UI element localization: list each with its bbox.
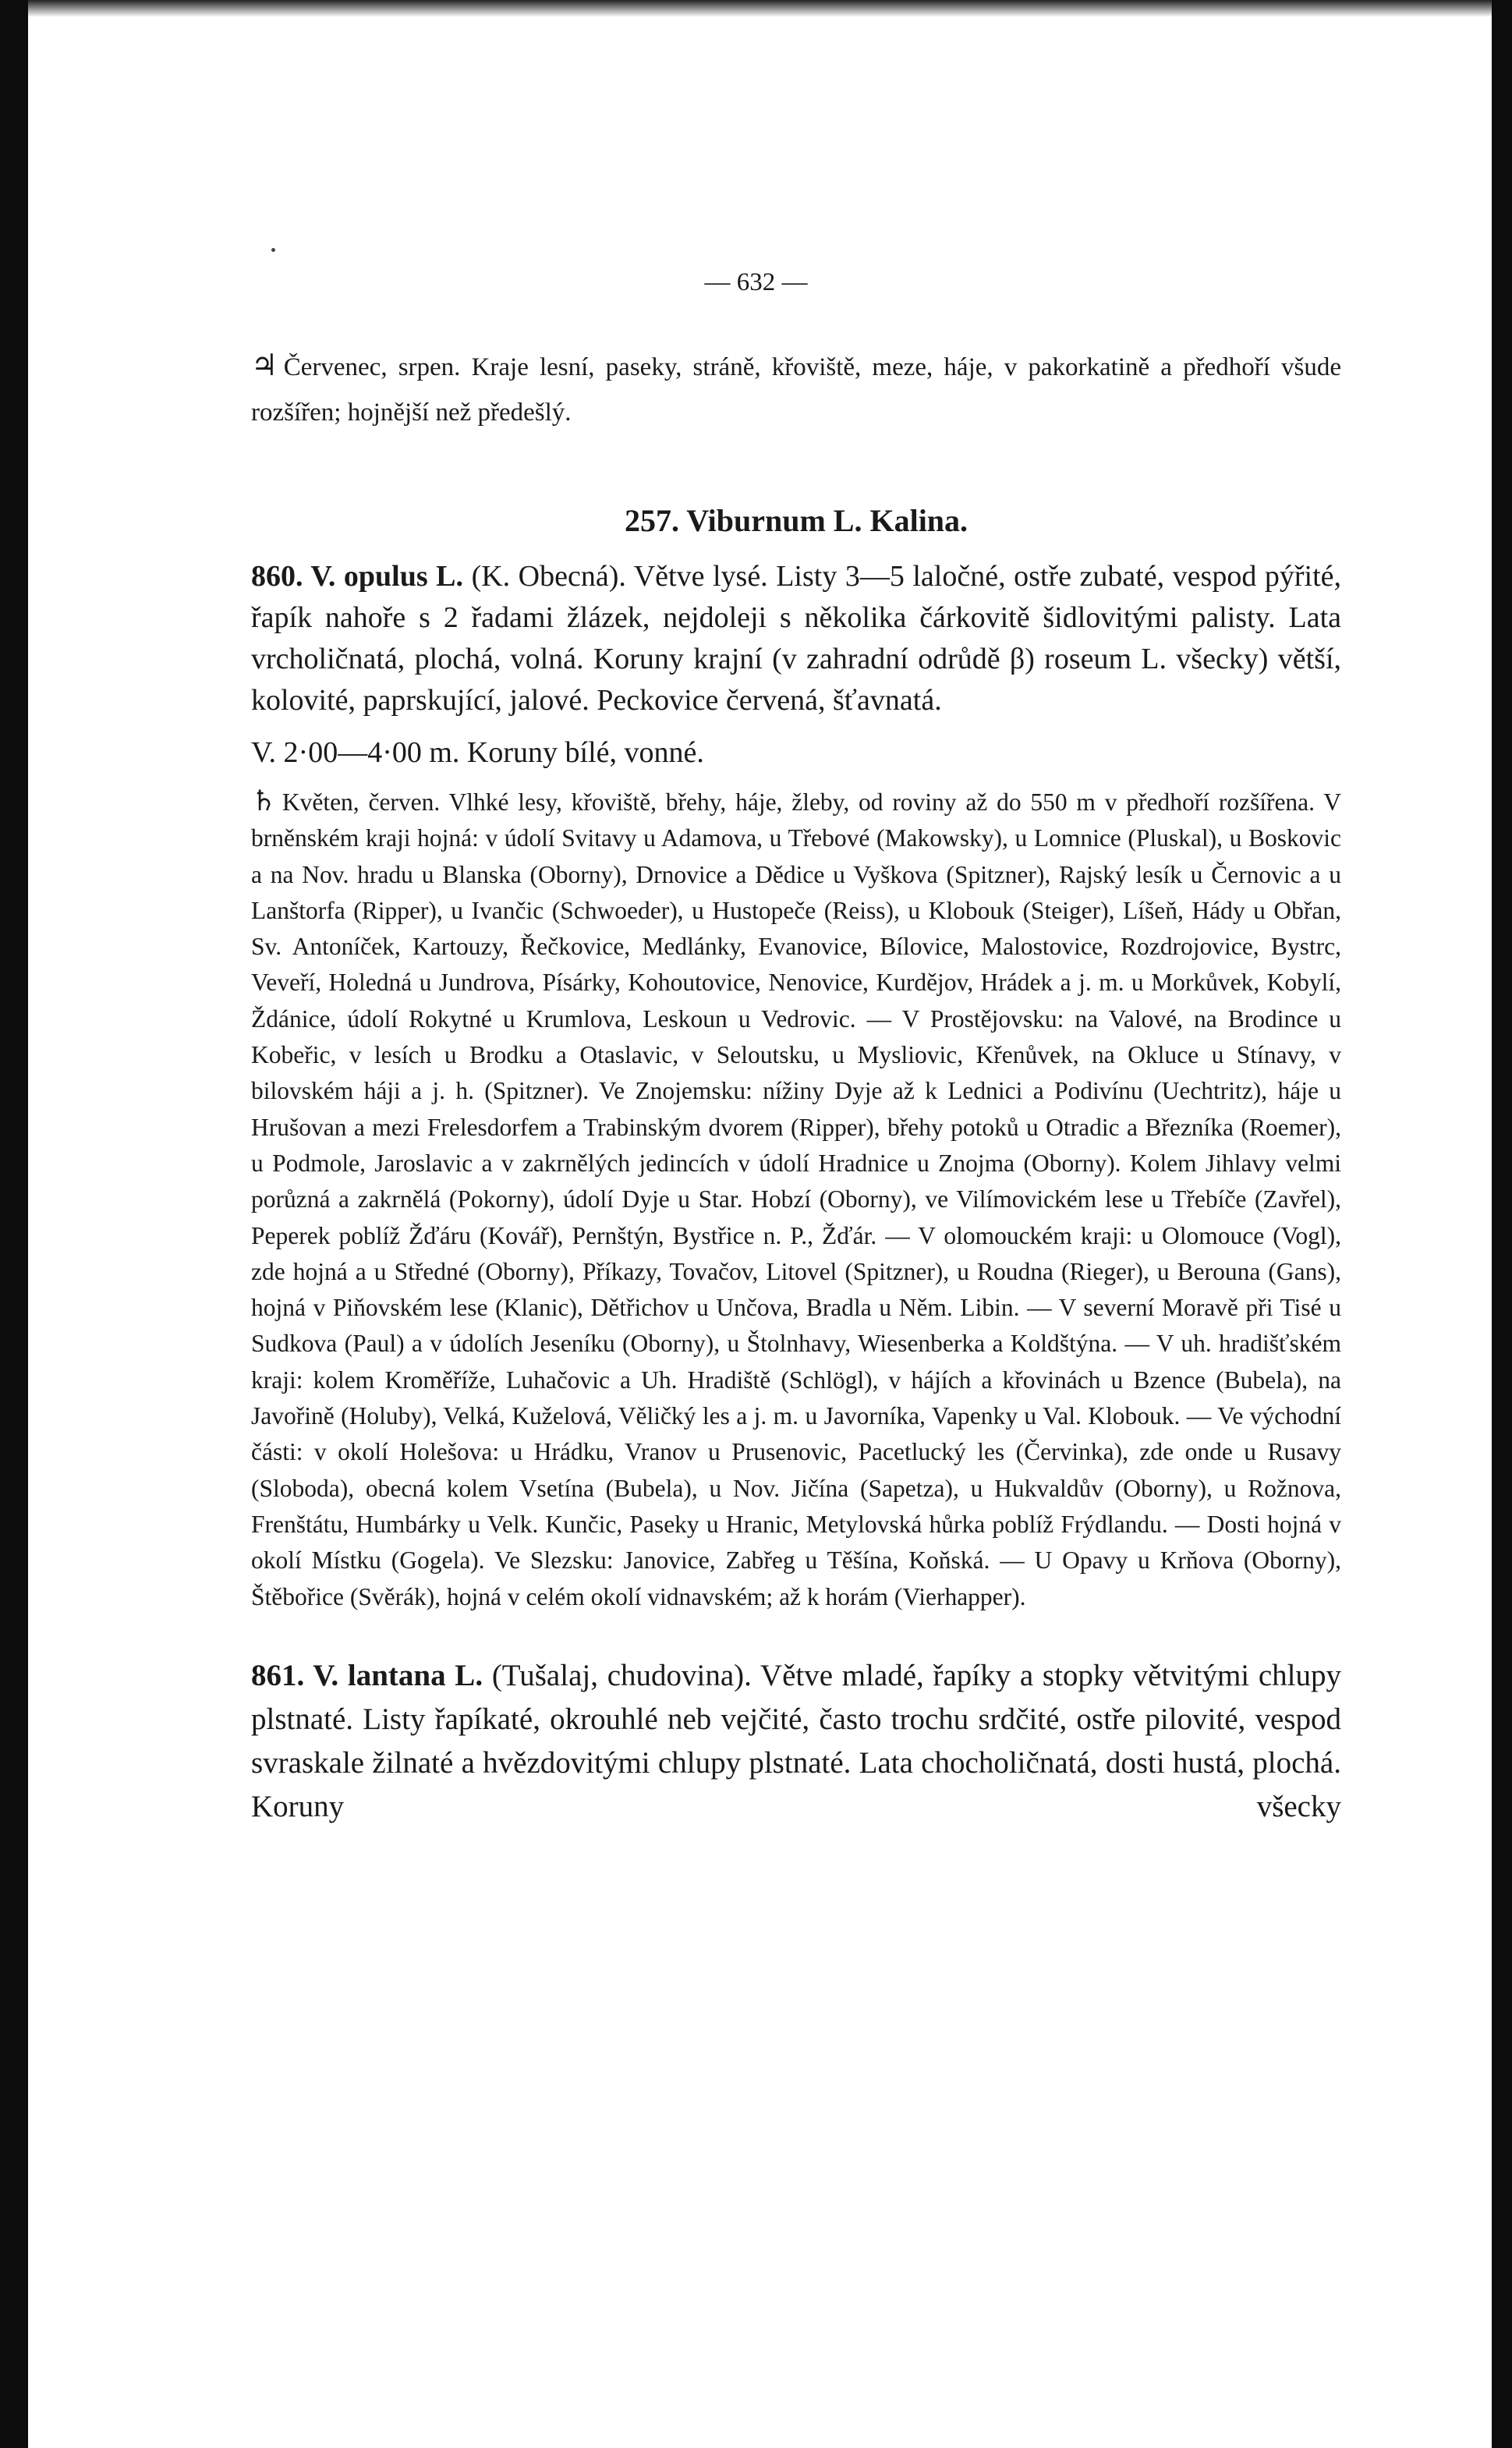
species-860-heading: 860. V. opulus L. xyxy=(251,560,464,593)
intro-paragraph xyxy=(251,343,1341,435)
perennial-symbol-icon: ♃ xyxy=(251,349,278,382)
genus-heading: 257. Viburnum L. Kalina. xyxy=(624,503,968,538)
scan-border-right xyxy=(1492,0,1512,2448)
scan-border-top xyxy=(28,0,1492,17)
page-number: — 632 — xyxy=(704,268,808,296)
intro-text: Červenec, srpen. Kraje lesní, paseky, stráně, křoviště, meze, háje, v pakorkatině a předhoří všude rozšířen; hojnější než předešlý. xyxy=(251,353,1341,427)
species-860-description xyxy=(251,556,1341,721)
species-861-text: (Tušalaj, chudovina). Větve mladé, řapíky a stopky větvitými chlupy plstnaté. Listy řapíkaté, okrouhlé neb vejčité, často trochu srdčité, ostře pilovité, vespod svraskale žilnaté a hvězdovitými chlupy plstnaté. Lata chocholičnatá, dosti hustá, plochá. Koruny všecky xyxy=(251,1658,1341,1823)
species-861-heading: 861. V. lantana L. xyxy=(251,1658,483,1692)
species-861-description xyxy=(251,1654,1341,1829)
species-860-text: (K. Obecná). Větve lysé. Listy 3—5 laločné, ostře zubaté, vespod pýřité, řapík nahoře s 2 řadami žlázek, nejdoleji s několika čárkovitě šidlovitými palisty. Lata vrcholičnatá, plochá, volná. Koruny krajní (v zahradní odrůdě β) roseum L. všecky) větší, kolovité, paprskující, jalové. Peckovice červená, šťavnatá. xyxy=(251,560,1341,717)
shrub-symbol-icon: ♄ xyxy=(251,785,277,817)
species-860-localities-text: Květen, červen. Vlhké lesy, křoviště, břehy, háje, žleby, od roviny až do 550 m v předhoří rozšířena. V brněnském kraji hojná: v údolí Svitavy u Adamova, u Třebové (Makowsky), u Lomnice (Pluskal), u Boskovic a na Nov. hradu u Blanska (Oborny), Drnovice a Dědice u Vyškova (Spitzner), Rajský lesík u Černovic a u Lanštorfa (Ripper), u Ivančic (Schwoeder), u Hustopeče (Reiss), u Klobouk (Steiger), Líšeň, Hády u Obřan, Sv. Antoníček, Kartouzy, Řečkovice, Medlánky, Evanovice, Bílovice, Malostovice, Rozdrojovice, Bystrc, Veveří, Holedná u Jundrova, Písárky, Kohoutovice, Nenovice, Kurdějov, Hrádek a j. m. u Morkůvek, Kobylí, Ždánice, údolí Rokytné u Krumlova, Leskoun u Vedrovic. — V Prostějovsku: na Valové, na Brodince u Kobeřic, v lesích u Brodku a Otaslavic, v Seloutsku, u Mysliovic, Křenůvek, na Okluce u Stínavy, v bilovském háji a j. h. (Spitzner). Ve Znojemsku: nížiny Dyje až k Lednici a Podivínu (Uechtritz), háje u Hrušovan a mezi Frelesdorfem a Trabinským dvorem (Ripper), břehy potoků u Otradic a Březníka (Roemer), u Podmole, Jaroslavic a v zakrnělých jedincích v údolí Hradnice u Znojma (Oborny). Kolem Jihlavy velmi porůzná a zakrnělá (Pokorny), údolí Dyje u Star. Hobzí (Oborny), ve Vilímovickém lese u Třebíče (Zavřel), Peperek poblíž Žďáru (Kovář), Pernštýn, Bystřice n. P., Žďár. — V olomouckém kraji: u Olomouce (Vogl), zde hojná a u Středné (Oborny), Příkazy, Tovačov, Litovel (Spitzner), u Roudna (Rieger), u Berouna (Gans), hojná v Piňovském lese (Klanic), Dětřichov u Unčova, Bradla u Něm. Libin. — V severní Moravě při Tisé u Sudkova (Paul) a v údolích Jeseníku (Oborny), u Štolnhavy, Wiesenberka a Koldštýna. — V uh. hradišťském kraji: kolem Kroměříže, Luhačovic a Uh. Hradiště (Schlögl), v hájích a křovinách u Bzence (Bubela), na Javořině (Holuby), Velká, Kuželová, Věličký les a j. m. u Javorníka, Vapenky u Val. Klobouk. — Ve východní části: v okolí Holešova: u Hrádku, Vranov u Prusenovic, Pacetlucký les (Červinka), zde onde u Rusavy (Sloboda), obecná kolem Vsetína (Bubela), u Nov. Jičína (Sapetza), u Hukvaldův (Oborny), u Rožnova, Frenštátu, Humbárky u Velk. Kunčic, Paseky u Hranic, Metylovská hůrka poblíž Frýdlandu. — Dosti hojná v okolí Místku (Gogela). Ve Slezsku: Janovice, Zabřeg u Těšína, Koňská. — U Opavy u Krňova (Oborny), Štěbořice (Svěrák), hojná v celém okolí vidnavském; až k horám (Vierhapper). xyxy=(251,788,1341,1610)
speck xyxy=(271,248,275,252)
species-860-localities xyxy=(251,783,1341,1615)
scan-border-left xyxy=(0,0,28,2448)
species-860-dimensions: V. 2·00—4·00 m. Koruny bílé, vonné. xyxy=(251,736,704,769)
page-body xyxy=(251,343,1341,1829)
